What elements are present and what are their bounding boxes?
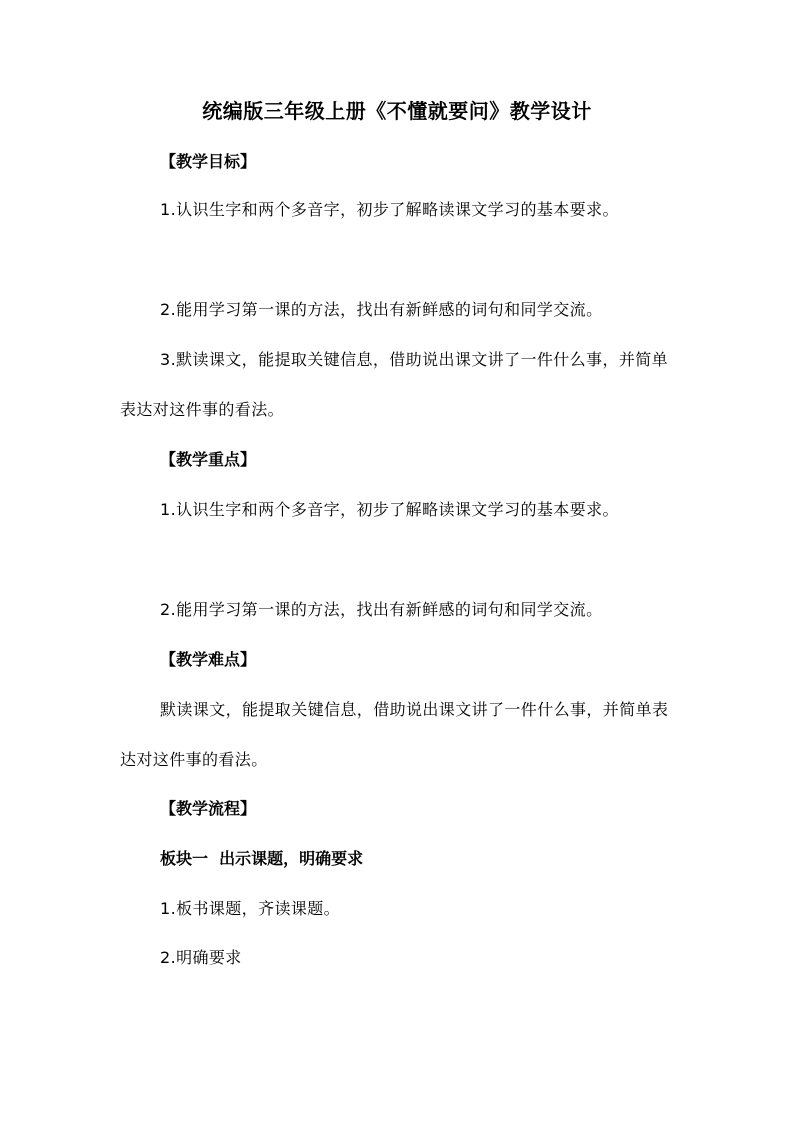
difficulty-paragraph-1: 默读课文，能提取关键信息，借助说出课文讲了一件什么事，并简单表达对这件事的看法。	[120, 700, 669, 769]
objective-paragraph-2: 2.能用学习第一课的方法，找出有新鲜感的词句和同学交流。	[160, 300, 603, 319]
objective-paragraph-3: 3.默读课文，能提取关键信息，借助说出课文讲了一件什么事，并简单表达对这件事的看法。	[120, 350, 669, 419]
section-heading-process: 【教学流程】	[160, 799, 257, 818]
objective-paragraph-1: 1.认识生字和两个多音字，初步了解略读课文学习的基本要求。	[160, 200, 619, 219]
document-title: 统编版三年级上册《不懂就要问》教学设计	[202, 99, 592, 123]
process-item-2: 2.明确要求	[160, 948, 242, 967]
process-block-heading: 板块一 出示课题，明确要求	[160, 849, 364, 868]
process-item-1: 1.板书课题，齐读课题。	[160, 899, 341, 918]
section-heading-objectives: 【教学目标】	[160, 152, 257, 171]
section-heading-key-points: 【教学重点】	[160, 450, 257, 469]
key-point-paragraph-1: 1.认识生字和两个多音字，初步了解略读课文学习的基本要求。	[160, 500, 619, 519]
section-heading-difficulties: 【教学难点】	[160, 650, 257, 669]
key-point-paragraph-2: 2.能用学习第一课的方法，找出有新鲜感的词句和同学交流。	[160, 600, 603, 619]
